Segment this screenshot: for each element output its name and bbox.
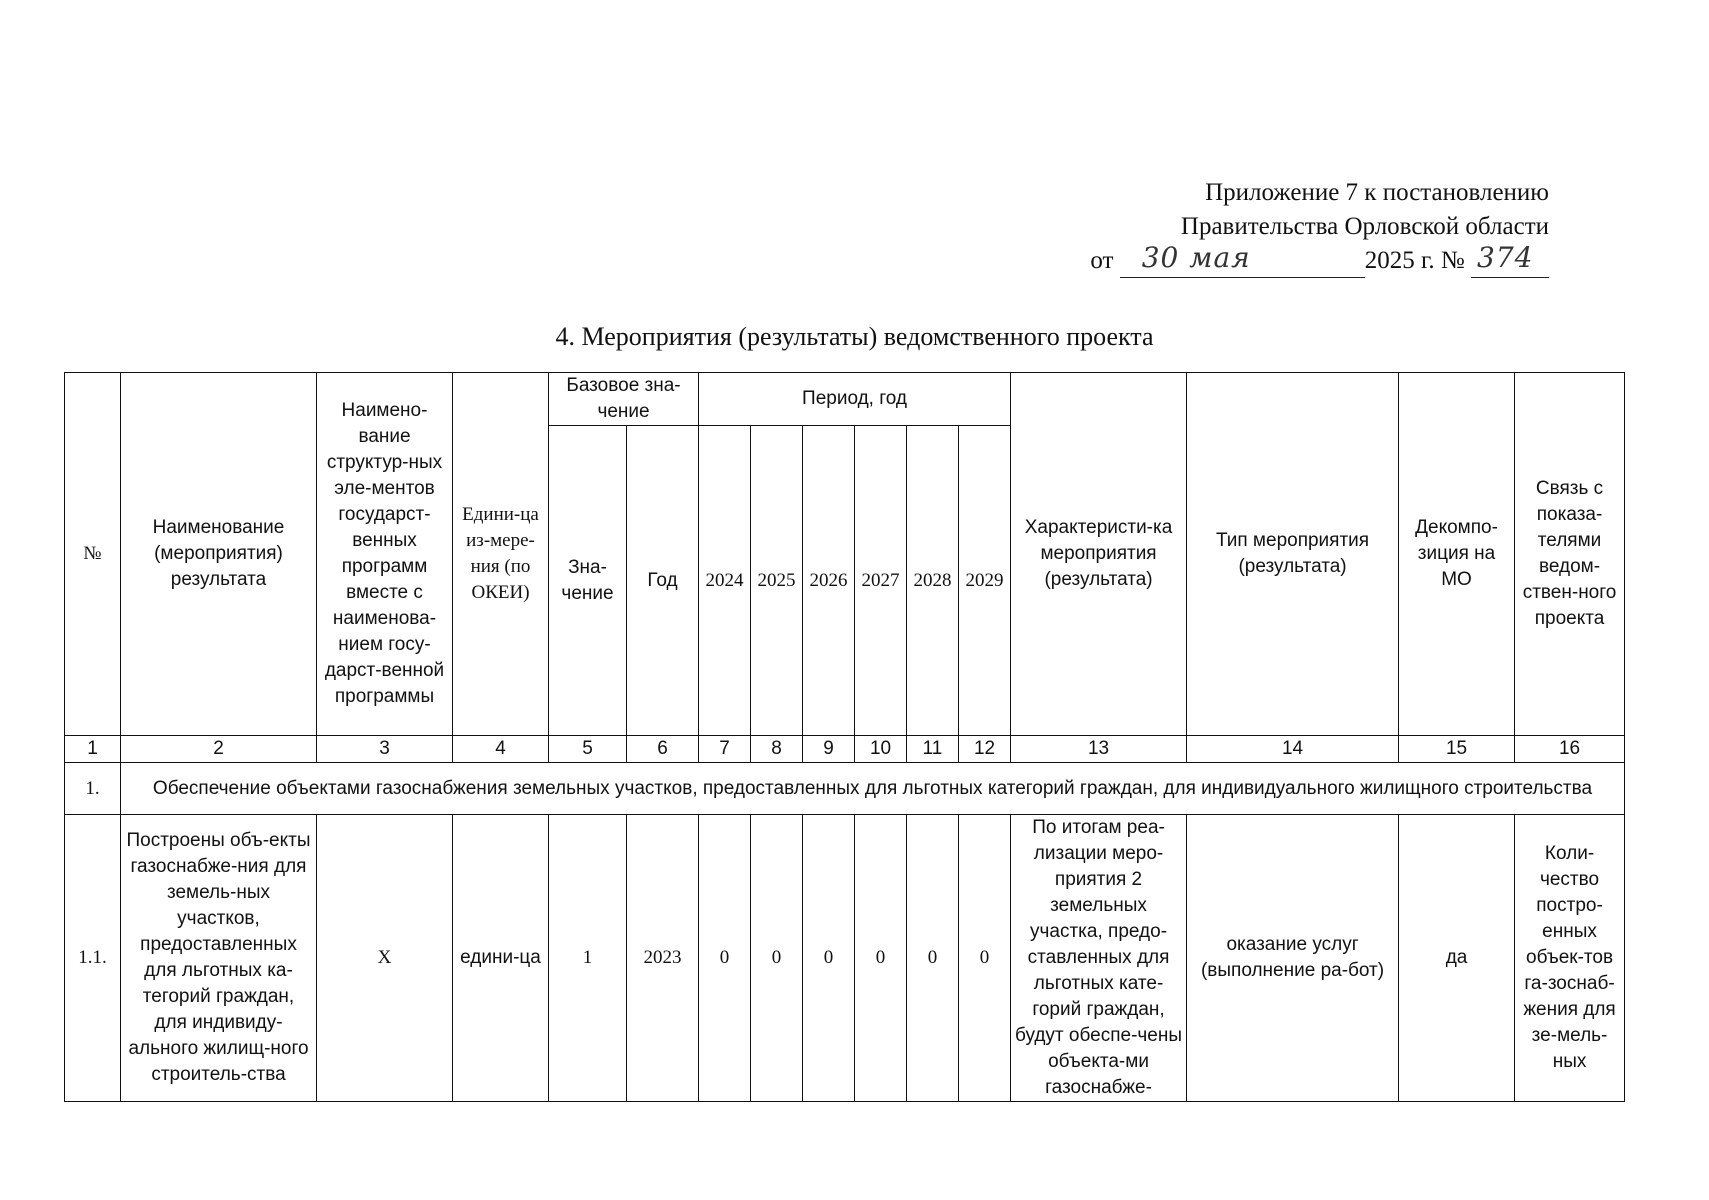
handwritten-date: 30 мая [1141, 241, 1251, 274]
header-decomposition: Декомпо-зиция на МО [1399, 373, 1515, 736]
row-decomposition: да [1399, 815, 1515, 1102]
row-year-value: 0 [855, 815, 907, 1102]
column-number: 9 [803, 736, 855, 763]
header-year-2025: 2025 [751, 426, 803, 736]
header-year-2024: 2024 [699, 426, 751, 736]
column-number: 12 [959, 736, 1011, 763]
section-row [65, 763, 1625, 815]
column-number: 3 [317, 736, 453, 763]
row-type: оказание услуг (выполнение ра-бот) [1187, 815, 1399, 1102]
column-number: 15 [1399, 736, 1515, 763]
row-characteristic: По итогам реа-лизации меро-приятия 2 земельных участка, предо-ставленных для льготных кате-горий граждан, будут обеспе-чены объекта-ми газоснабже- [1011, 815, 1187, 1102]
row-base-year: 2023 [627, 815, 699, 1102]
row-year-value: 0 [751, 815, 803, 1102]
row-unit: едини-ца [453, 815, 549, 1102]
column-number: 6 [627, 736, 699, 763]
column-number: 8 [751, 736, 803, 763]
column-number: 16 [1515, 736, 1625, 763]
header-period: Период, год [699, 373, 1011, 426]
row-year-value: 0 [907, 815, 959, 1102]
annex-line-1: Приложение 7 к постановлению [1205, 179, 1549, 206]
year-label: 2025 г. № [1364, 247, 1465, 274]
column-number: 11 [907, 736, 959, 763]
row-base-value: 1 [549, 815, 627, 1102]
column-number: 1 [65, 736, 121, 763]
section-number: 1. [65, 763, 121, 815]
events-table [64, 372, 1625, 1102]
header-structural: Наимено-вание структур-ных эле-ментов государст-венных программ вместе с наименова-нием госу-дарст-венной программы [317, 373, 453, 736]
header-no: № [65, 373, 121, 736]
column-number: 4 [453, 736, 549, 763]
header-year-2029: 2029 [959, 426, 1011, 736]
row-link: Коли-чество постро-енных объек-тов га-зоснаб-жения для зе-мель-ных [1515, 815, 1625, 1102]
header-base: Базовое зна-чение [549, 373, 699, 426]
table-row [65, 815, 1625, 1102]
header-base-year: Год [627, 426, 699, 736]
header-link: Связь с показа-телями ведом-ствен-ного проекта [1515, 373, 1625, 736]
row-year-value: 0 [959, 815, 1011, 1102]
header-base-value: Зна-чение [549, 426, 627, 736]
column-number: 13 [1011, 736, 1187, 763]
header-year-2026: 2026 [803, 426, 855, 736]
column-number: 10 [855, 736, 907, 763]
header-type: Тип мероприятия (результата) [1187, 373, 1399, 736]
section-title: 4. Мероприятия (результаты) ведомственного проекта [555, 322, 1154, 351]
header-unit: Едини-ца из-мере-ния (по ОКЕИ) [453, 373, 549, 736]
header-name: Наименование (мероприятия) результата [121, 373, 317, 736]
annex-header [1090, 176, 1549, 278]
column-number: 14 [1187, 736, 1399, 763]
header-year-2028: 2028 [907, 426, 959, 736]
row-structural: Х [317, 815, 453, 1102]
date-blank [1120, 241, 1365, 278]
section-text: Обеспечение объектами газоснабжения земельных участков, предоставленных для льготных категорий граждан, для индивидуального жилищного строительства [121, 763, 1625, 815]
handwritten-number: 374 [1477, 241, 1534, 274]
annex-date-line [1090, 241, 1549, 278]
annex-line-2: Правительства Орловской области [1180, 213, 1549, 240]
column-number-row [65, 736, 1625, 763]
column-number: 2 [121, 736, 317, 763]
row-number: 1.1. [65, 815, 121, 1102]
column-number: 5 [549, 736, 627, 763]
row-year-value: 0 [803, 815, 855, 1102]
header-characteristic: Характеристи-ка мероприятия (результата) [1011, 373, 1187, 736]
number-blank [1471, 241, 1549, 278]
column-number: 7 [699, 736, 751, 763]
row-name: Построены объ-екты газоснабже-ния для земель-ных участков, предоставленных для льготных ка-тегорий граждан, для индивиду-ального жилищ-ного строитель-ства [121, 815, 317, 1102]
from-label: от [1090, 247, 1114, 274]
row-year-value: 0 [699, 815, 751, 1102]
header-year-2027: 2027 [855, 426, 907, 736]
